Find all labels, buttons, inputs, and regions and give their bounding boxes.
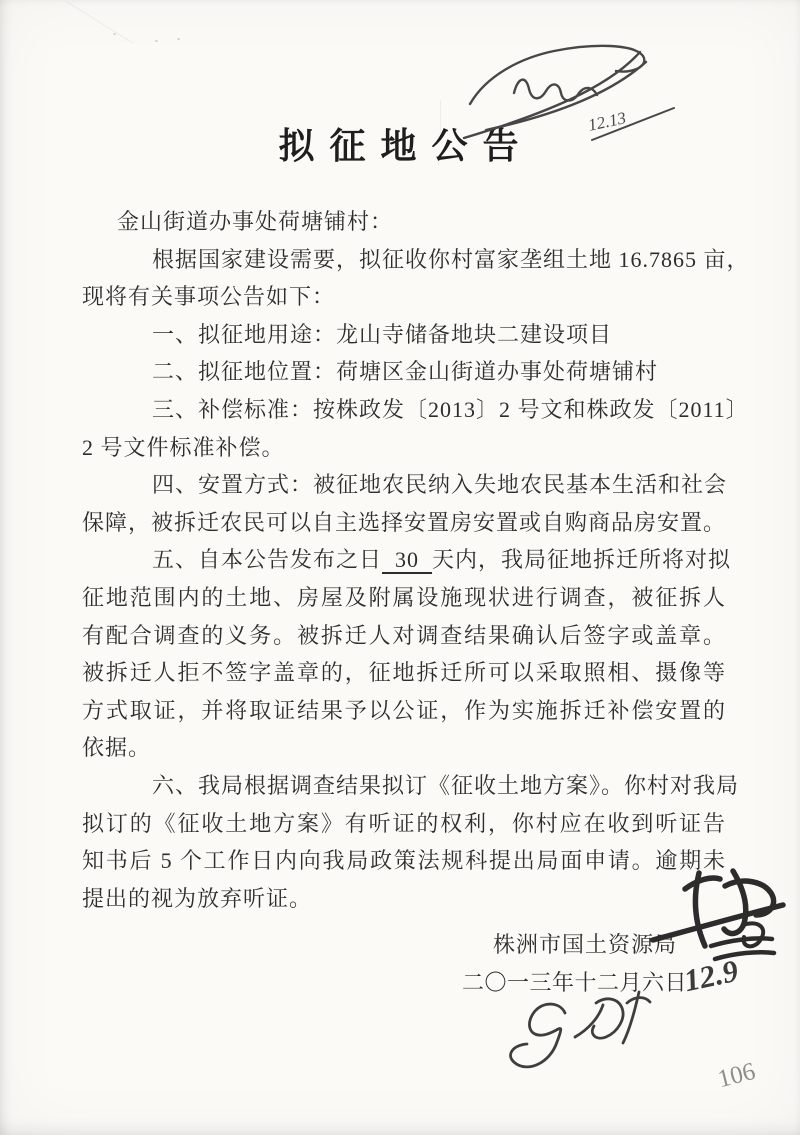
- body-line: 四、安置方式：被征地农民纳入失地农民基本生活和社会: [152, 472, 728, 498]
- body-line: 一、拟征地用途：龙山寺储备地块二建设项目: [152, 321, 613, 347]
- body-line: 依据。: [82, 735, 152, 761]
- signature-bottom-scrawl: [511, 992, 650, 1067]
- handwritten-page-number: 106: [715, 1057, 759, 1094]
- body-line: [82, 541, 732, 579]
- body-line: 提出的视为放弃听证。: [82, 885, 313, 911]
- body-line: 三、补偿标准：按株政发〔2013〕2 号文和株政发〔2011〕: [152, 396, 749, 422]
- scan-crease: [66, 1, 134, 44]
- issuing-organization: 株洲市国土资源局: [492, 932, 677, 957]
- body-line-segment: 天内，我局征地拆迁所将对拟: [432, 547, 732, 573]
- body-line: 保障，被拆迁农民可以自主选择安置房安置或自购商品房安置。: [82, 509, 727, 535]
- notice-body: [82, 203, 750, 917]
- salutation: 金山街道办事处荷塘铺村：: [117, 209, 394, 234]
- body-line-segment: 五、自本公告发布之日: [152, 547, 383, 573]
- issue-date: 二〇一三年十二月六日: [461, 970, 687, 995]
- body-line: 被拆迁人拒不签字盖章的，征地拆迁所可以采取照相、摄像等: [82, 660, 726, 686]
- scan-crease: [440, 100, 441, 140]
- body-line: 知书后 5 个工作日内向我局政策法规科提出局面申请。逾期未: [82, 848, 726, 874]
- body-line: 征地范围内的土地、房屋及附属设施现状进行调查，被征拆人: [82, 584, 726, 610]
- body-line: 方式取证，并将取证结果予以公证，作为实施拆迁补偿安置的: [82, 697, 726, 723]
- body-line: 六、我局根据调查结果拟订《征收土地方案》。你村对我局: [152, 772, 740, 798]
- body-line: 拟订的《征收土地方案》有听证的权利，你村应在收到听证告: [82, 810, 726, 836]
- blank-days-value: 30: [382, 548, 432, 574]
- body-line: 二、拟征地位置：荷塘区金山街道办事处荷塘铺村: [152, 359, 659, 385]
- scan-speck: [155, 40, 158, 42]
- handwritten-date-note-top: 12.13: [586, 108, 628, 135]
- scan-speck: [177, 38, 180, 40]
- handwritten-date-note-mid: 12.9: [680, 952, 742, 999]
- body-line: 现将有关事项公告如下：: [82, 284, 336, 310]
- body-line: 根据国家建设需要，拟征收你村富家垄组土地 16.7865 亩，: [152, 246, 750, 272]
- body-line: 有配合调查的义务。被拆迁人对调查结果确认后签字或盖章。: [82, 622, 726, 648]
- page-title: 拟 征 地 公 告: [278, 126, 522, 166]
- body-line: 2 号文件标准补偿。: [82, 434, 285, 460]
